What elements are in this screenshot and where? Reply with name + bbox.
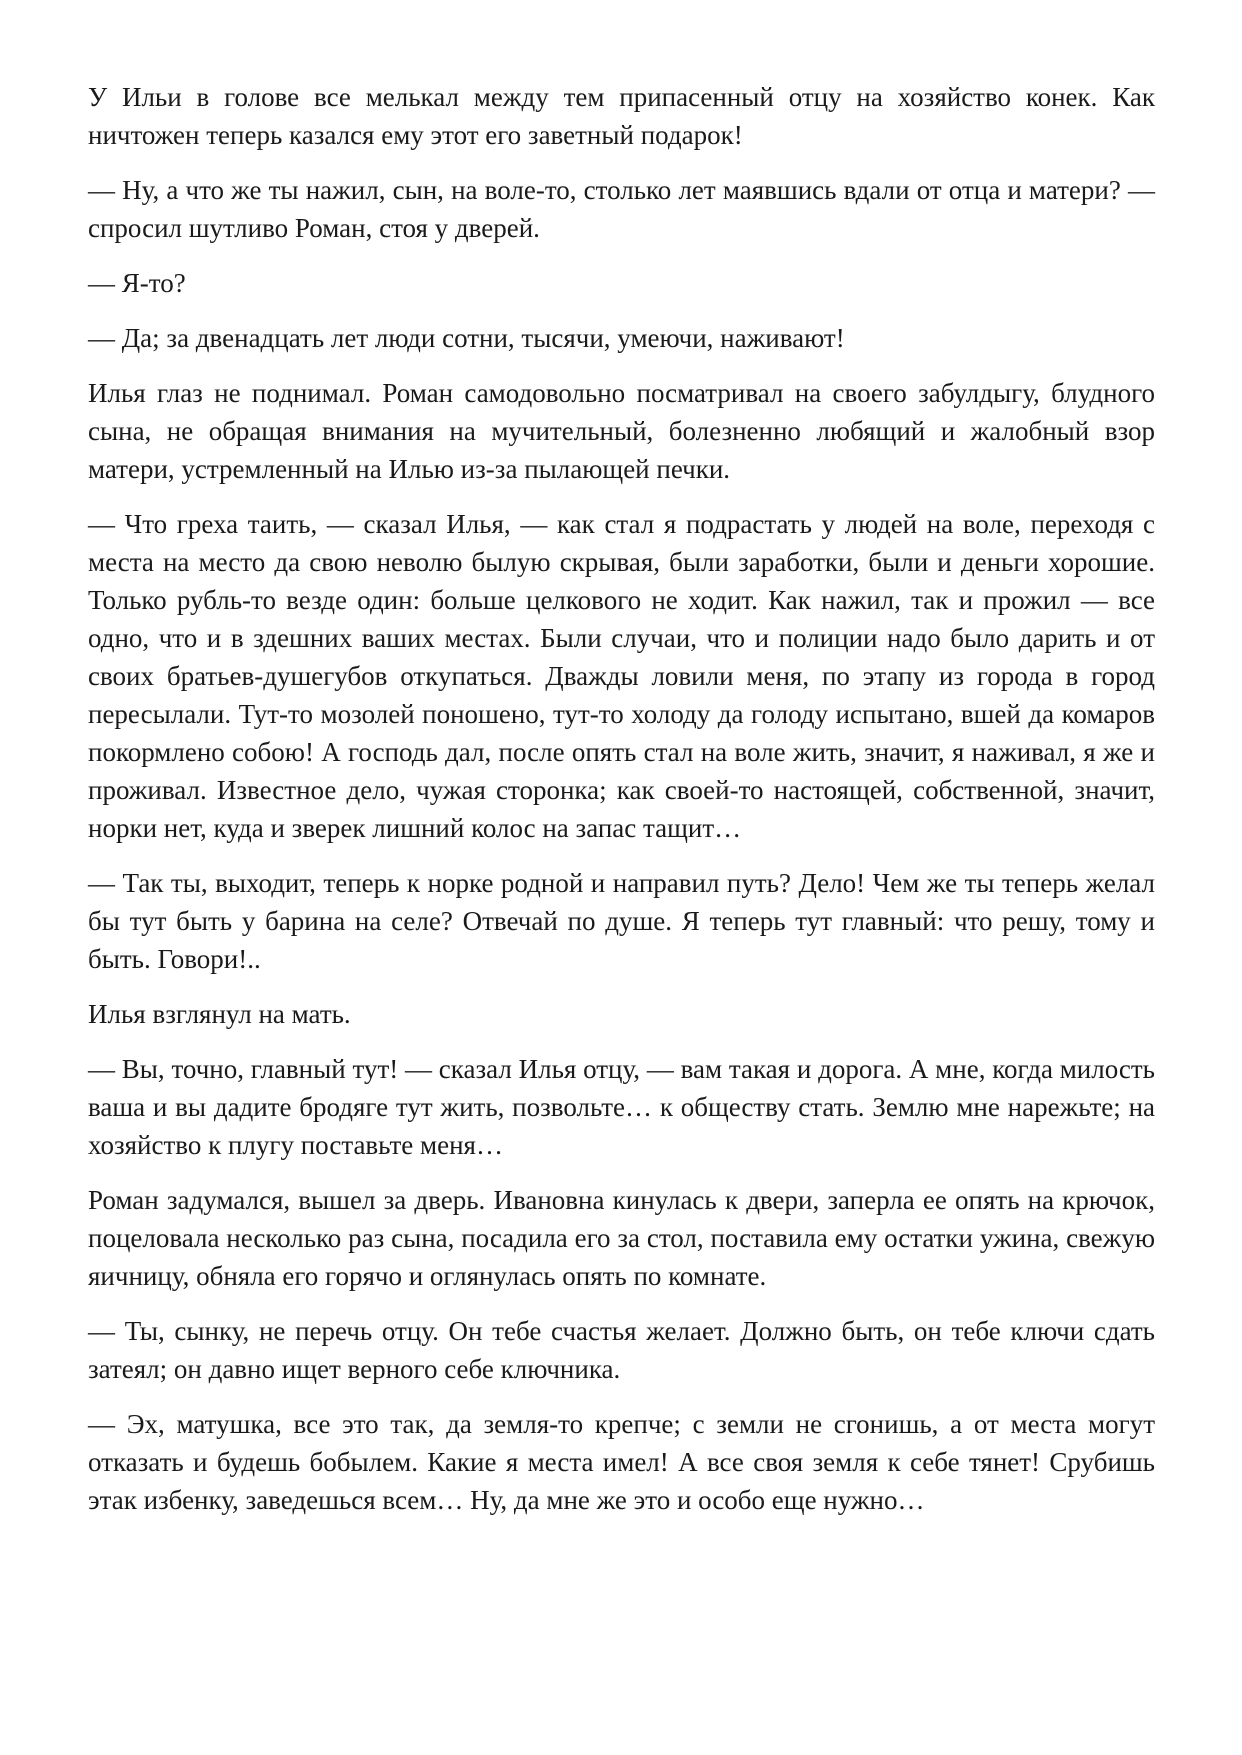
paragraph-10: Роман задумался, вышел за дверь. Ивановна кинулась к двери, заперла ее опять на крючок, поцеловала несколько раз сына, посадила его за стол, поставила ему остатки ужина, свежую яичницу, обняла его горячо и оглянулась опять по комнате. [88, 1185, 1155, 1291]
paragraph-5: Илья глаз не поднимал. Роман самодовольно посматривал на своего забулдыгу, блудного сына, не обращая внимания на мучительный, болезненно любящий и жалобный взор матери, устремленный на Илью из-за пылающей печки. [88, 378, 1155, 484]
paragraph-3: — Я-то? [88, 268, 186, 298]
paragraph-6: — Что греха таить, — сказал Илья, — как стал я подрастать у людей на воле, переходя с места на место да свою неволю былую скрывая, были заработки, были и деньги хорошие. Только рубль-то везде один: больше целкового не ходит. Как нажил, так и прожил — все одно, что и в здешних ваших местах. Были случаи, что и полиции надо было дарить и от своих братьев-душегубов откупаться. Дважды ловили меня, по этапу из города в город пересылали. Тут-то мозолей поношено, тут-то холоду да голоду испытано, вшей да комаров покормлено собою! А господь дал, после опять стал на воле жить, значит, я наживал, я же и проживал. Известное дело, чужая сторонка; как своей-то настоящей, собственной, значит, норки нет, куда и зверек лишний колос на запас тащит… [88, 509, 1155, 843]
paragraph-4: — Да; за двенадцать лет люди сотни, тысячи, умеючи, наживают! [88, 323, 845, 353]
paragraph-7: — Так ты, выходит, теперь к норке родной и направил путь? Дело! Чем же ты теперь желал бы тут быть у барина на селе? Отвечай по душе. Я теперь тут главный: что решу, тому и быть. Говори!.. [88, 868, 1155, 974]
document-page [88, 78, 1155, 1536]
paragraph-12: — Эх, матушка, все это так, да земля-то крепче; с земли не сгонишь, а от места могут отказать и будешь бобылем. Какие я места имел! А все своя земля к себе тянет! Срубишь этак избенку, заведешься всем… Ну, да мне же это и особо еще нужно… [88, 1409, 1155, 1515]
paragraph-2: — Ну, а что же ты нажил, сын, на воле-то, столько лет маявшись вдали от отца и матери? — спросил шутливо Роман, стоя у дверей. [88, 175, 1155, 243]
paragraph-9: — Вы, точно, главный тут! — сказал Илья отцу, — вам такая и дорога. А мне, когда милость ваша и вы дадите бродяге тут жить, позвольте… к обществу стать. Землю мне нарежьте; на хозяйство к плугу поставьте меня… [88, 1054, 1155, 1160]
paragraph-11: — Ты, сынку, не перечь отцу. Он тебе счастья желает. Должно быть, он тебе ключи сдать затеял; он давно ищет верного себе ключника. [88, 1316, 1155, 1384]
paragraph-1: У Ильи в голове все мелькал между тем припасенный отцу на хозяйство конек. Как ничтожен теперь казался ему этот его заветный подарок! [88, 82, 1155, 150]
paragraph-8: Илья взглянул на мать. [88, 999, 351, 1029]
